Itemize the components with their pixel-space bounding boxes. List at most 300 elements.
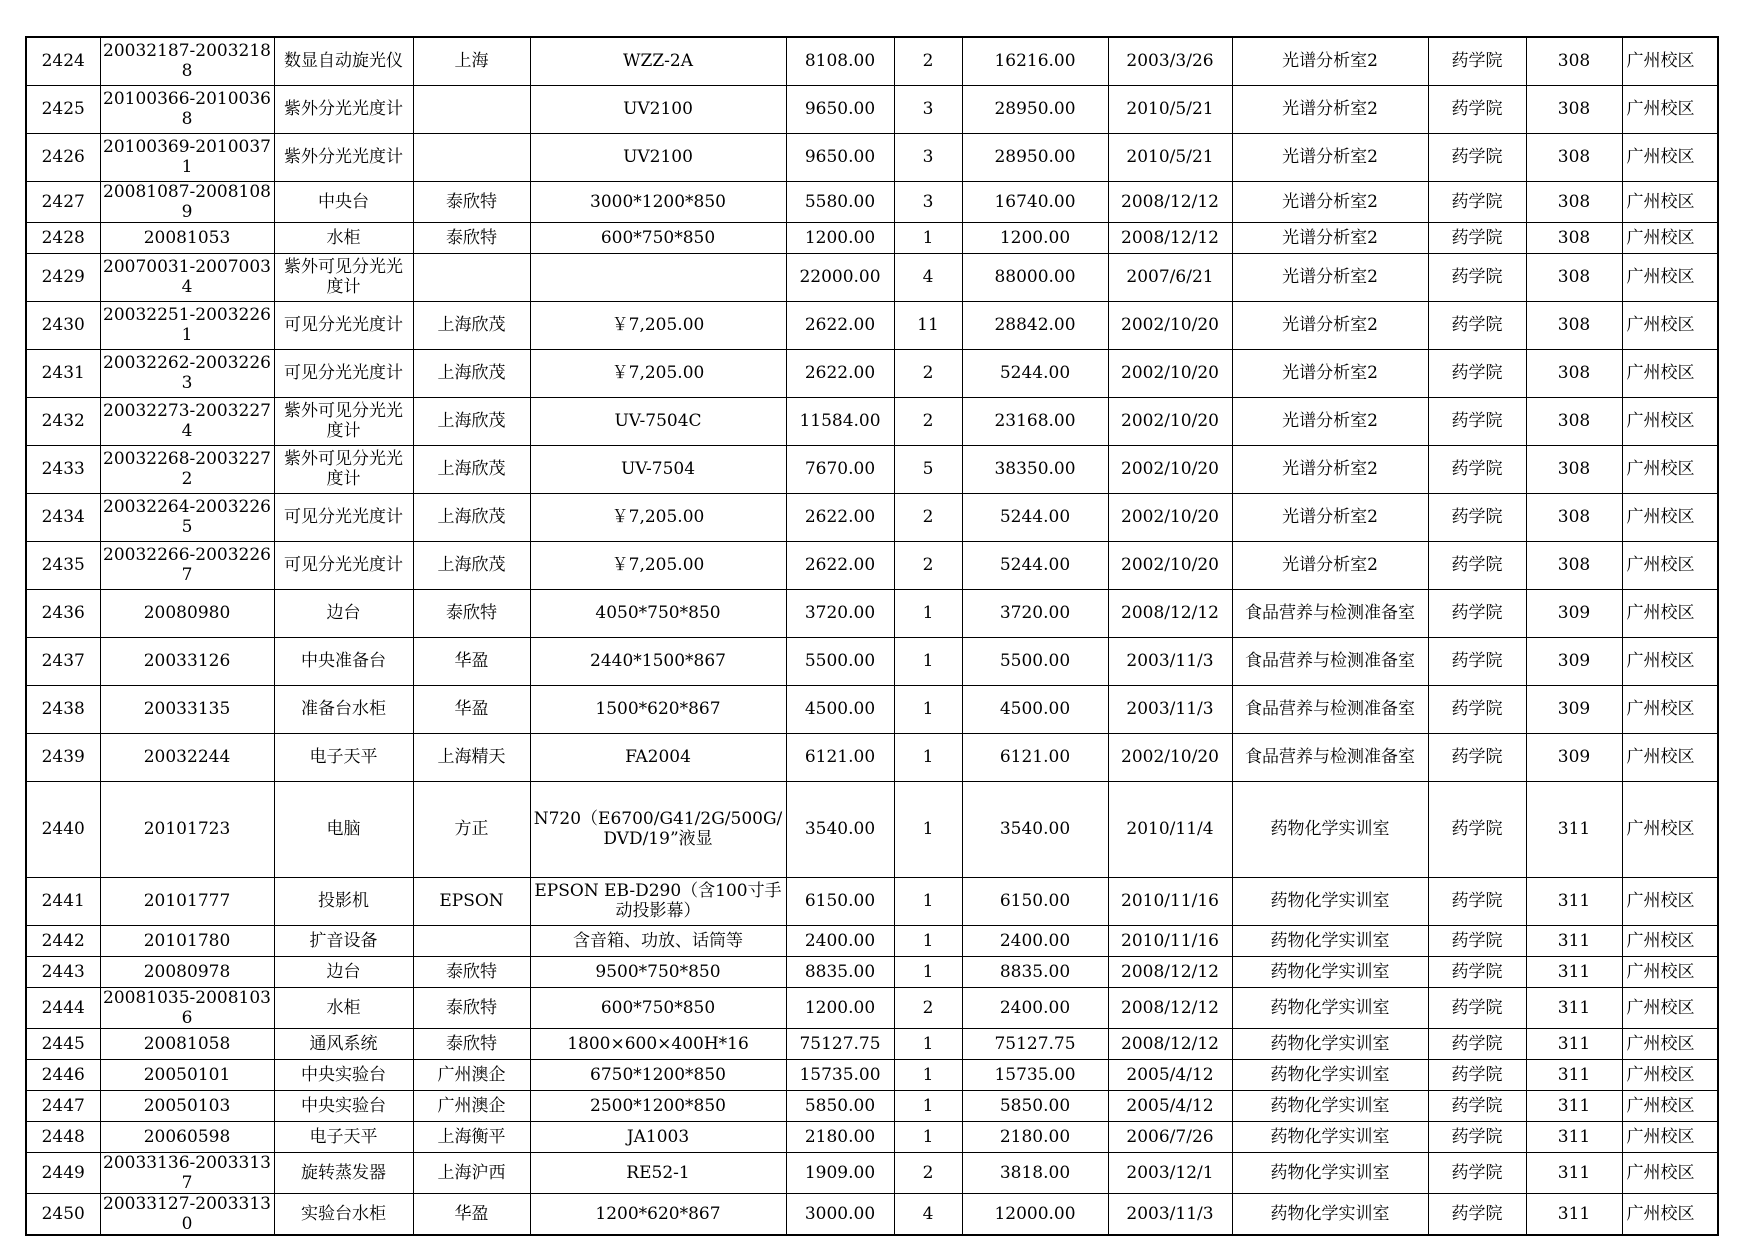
total-amount-cell: 5850.00	[962, 1090, 1108, 1121]
campus-cell: 广州校区	[1622, 1028, 1718, 1059]
unit-price-cell: 2622.00	[786, 349, 894, 397]
vendor-cell: 华盈	[413, 685, 530, 733]
item-name-cell: 紫外可见分光光度计	[274, 445, 413, 493]
unit-price-cell: 2622.00	[786, 301, 894, 349]
purchase-date-cell: 2007/6/21	[1108, 253, 1232, 301]
room-name-cell: 光谱分析室2	[1232, 133, 1428, 181]
purchase-date-cell: 2005/4/12	[1108, 1059, 1232, 1090]
department-cell: 药学院	[1428, 253, 1526, 301]
room-name-cell: 药物化学实训室	[1232, 1028, 1428, 1059]
campus-cell: 广州校区	[1622, 637, 1718, 685]
room-name-cell: 光谱分析室2	[1232, 301, 1428, 349]
asset-id-cell: 20080980	[100, 589, 274, 637]
row-number-cell: 2446	[26, 1059, 100, 1090]
vendor-cell	[413, 85, 530, 133]
vendor-cell: 泰欣特	[413, 956, 530, 987]
table-row	[26, 987, 1718, 1028]
total-amount-cell: 3818.00	[962, 1152, 1108, 1193]
table-row	[26, 637, 1718, 685]
row-number-cell: 2443	[26, 956, 100, 987]
department-cell: 药学院	[1428, 1152, 1526, 1193]
table-row	[26, 85, 1718, 133]
quantity-cell: 1	[894, 685, 962, 733]
model-spec-cell: 1800×600×400H*16	[530, 1028, 786, 1059]
model-spec-cell: 9500*750*850	[530, 956, 786, 987]
row-number-cell: 2444	[26, 987, 100, 1028]
department-cell: 药学院	[1428, 541, 1526, 589]
room-name-cell: 光谱分析室2	[1232, 541, 1428, 589]
unit-price-cell: 3540.00	[786, 781, 894, 877]
department-cell: 药学院	[1428, 956, 1526, 987]
campus-cell: 广州校区	[1622, 1193, 1718, 1235]
unit-price-cell: 2180.00	[786, 1121, 894, 1152]
model-spec-cell: N720（E6700/G41/2G/500G/DVD/19”液显	[530, 781, 786, 877]
department-cell: 药学院	[1428, 493, 1526, 541]
model-spec-cell: ￥7,205.00	[530, 301, 786, 349]
row-number-cell: 2426	[26, 133, 100, 181]
table-row	[26, 1090, 1718, 1121]
purchase-date-cell: 2002/10/20	[1108, 445, 1232, 493]
room-name-cell: 光谱分析室2	[1232, 397, 1428, 445]
vendor-cell: 上海精天	[413, 733, 530, 781]
model-spec-cell: 1500*620*867	[530, 685, 786, 733]
table-row	[26, 181, 1718, 222]
model-spec-cell: 6750*1200*850	[530, 1059, 786, 1090]
purchase-date-cell: 2005/4/12	[1108, 1090, 1232, 1121]
room-name-cell: 食品营养与检测准备室	[1232, 733, 1428, 781]
row-number-cell: 2449	[26, 1152, 100, 1193]
room-name-cell: 光谱分析室2	[1232, 349, 1428, 397]
total-amount-cell: 5244.00	[962, 349, 1108, 397]
room-number-cell: 309	[1526, 637, 1622, 685]
unit-price-cell: 1200.00	[786, 987, 894, 1028]
room-number-cell: 311	[1526, 987, 1622, 1028]
campus-cell: 广州校区	[1622, 781, 1718, 877]
row-number-cell: 2450	[26, 1193, 100, 1235]
asset-id-cell: 20100369-20100371	[100, 133, 274, 181]
purchase-date-cell: 2002/10/20	[1108, 733, 1232, 781]
row-number-cell: 2442	[26, 925, 100, 956]
quantity-cell: 11	[894, 301, 962, 349]
quantity-cell: 1	[894, 589, 962, 637]
vendor-cell: 上海欣茂	[413, 397, 530, 445]
item-name-cell: 扩音设备	[274, 925, 413, 956]
asset-id-cell: 20101777	[100, 877, 274, 925]
item-name-cell: 电子天平	[274, 733, 413, 781]
room-name-cell: 光谱分析室2	[1232, 37, 1428, 85]
item-name-cell: 中央实验台	[274, 1059, 413, 1090]
model-spec-cell: 含音箱、功放、话筒等	[530, 925, 786, 956]
total-amount-cell: 2400.00	[962, 925, 1108, 956]
item-name-cell: 准备台水柜	[274, 685, 413, 733]
room-number-cell: 311	[1526, 1193, 1622, 1235]
purchase-date-cell: 2002/10/20	[1108, 541, 1232, 589]
campus-cell: 广州校区	[1622, 1121, 1718, 1152]
vendor-cell: 泰欣特	[413, 589, 530, 637]
total-amount-cell: 16216.00	[962, 37, 1108, 85]
room-number-cell: 308	[1526, 37, 1622, 85]
item-name-cell: 旋转蒸发器	[274, 1152, 413, 1193]
total-amount-cell: 28842.00	[962, 301, 1108, 349]
row-number-cell: 2439	[26, 733, 100, 781]
unit-price-cell: 2622.00	[786, 541, 894, 589]
room-number-cell: 311	[1526, 1090, 1622, 1121]
purchase-date-cell: 2008/12/12	[1108, 956, 1232, 987]
department-cell: 药学院	[1428, 1059, 1526, 1090]
asset-id-cell: 20081035-20081036	[100, 987, 274, 1028]
total-amount-cell: 8835.00	[962, 956, 1108, 987]
purchase-date-cell: 2002/10/20	[1108, 349, 1232, 397]
campus-cell: 广州校区	[1622, 733, 1718, 781]
asset-id-cell: 20032264-20032265	[100, 493, 274, 541]
vendor-cell: EPSON	[413, 877, 530, 925]
quantity-cell: 1	[894, 637, 962, 685]
row-number-cell: 2447	[26, 1090, 100, 1121]
unit-price-cell: 5580.00	[786, 181, 894, 222]
department-cell: 药学院	[1428, 1090, 1526, 1121]
asset-id-cell: 20033126	[100, 637, 274, 685]
item-name-cell: 中央实验台	[274, 1090, 413, 1121]
model-spec-cell: 1200*620*867	[530, 1193, 786, 1235]
quantity-cell: 1	[894, 1028, 962, 1059]
quantity-cell: 2	[894, 349, 962, 397]
department-cell: 药学院	[1428, 181, 1526, 222]
unit-price-cell: 9650.00	[786, 85, 894, 133]
table-row	[26, 589, 1718, 637]
room-number-cell: 311	[1526, 1121, 1622, 1152]
campus-cell: 广州校区	[1622, 541, 1718, 589]
vendor-cell: 泰欣特	[413, 222, 530, 253]
room-name-cell: 食品营养与检测准备室	[1232, 589, 1428, 637]
purchase-date-cell: 2003/11/3	[1108, 685, 1232, 733]
room-number-cell: 308	[1526, 181, 1622, 222]
unit-price-cell: 4500.00	[786, 685, 894, 733]
purchase-date-cell: 2008/12/12	[1108, 1028, 1232, 1059]
campus-cell: 广州校区	[1622, 1059, 1718, 1090]
item-name-cell: 通风系统	[274, 1028, 413, 1059]
asset-id-cell: 20033135	[100, 685, 274, 733]
vendor-cell	[413, 253, 530, 301]
quantity-cell: 5	[894, 445, 962, 493]
room-number-cell: 308	[1526, 133, 1622, 181]
quantity-cell: 1	[894, 781, 962, 877]
department-cell: 药学院	[1428, 637, 1526, 685]
unit-price-cell: 9650.00	[786, 133, 894, 181]
row-number-cell: 2440	[26, 781, 100, 877]
table-row	[26, 1028, 1718, 1059]
asset-id-cell: 20033127-20033130	[100, 1193, 274, 1235]
campus-cell: 广州校区	[1622, 301, 1718, 349]
item-name-cell: 中央台	[274, 181, 413, 222]
department-cell: 药学院	[1428, 781, 1526, 877]
asset-id-cell: 20081053	[100, 222, 274, 253]
room-number-cell: 311	[1526, 877, 1622, 925]
department-cell: 药学院	[1428, 37, 1526, 85]
table-row	[26, 925, 1718, 956]
model-spec-cell: ￥7,205.00	[530, 541, 786, 589]
total-amount-cell: 6150.00	[962, 877, 1108, 925]
quantity-cell: 2	[894, 541, 962, 589]
vendor-cell	[413, 925, 530, 956]
quantity-cell: 1	[894, 1121, 962, 1152]
quantity-cell: 2	[894, 37, 962, 85]
unit-price-cell: 11584.00	[786, 397, 894, 445]
unit-price-cell: 15735.00	[786, 1059, 894, 1090]
room-number-cell: 308	[1526, 253, 1622, 301]
item-name-cell: 紫外分光光度计	[274, 85, 413, 133]
department-cell: 药学院	[1428, 133, 1526, 181]
quantity-cell: 2	[894, 493, 962, 541]
row-number-cell: 2424	[26, 37, 100, 85]
vendor-cell: 华盈	[413, 1193, 530, 1235]
room-number-cell: 308	[1526, 301, 1622, 349]
department-cell: 药学院	[1428, 445, 1526, 493]
purchase-date-cell: 2008/12/12	[1108, 987, 1232, 1028]
purchase-date-cell: 2008/12/12	[1108, 589, 1232, 637]
room-name-cell: 药物化学实训室	[1232, 781, 1428, 877]
department-cell: 药学院	[1428, 1121, 1526, 1152]
model-spec-cell: UV-7504	[530, 445, 786, 493]
room-name-cell: 药物化学实训室	[1232, 877, 1428, 925]
table-row	[26, 493, 1718, 541]
asset-id-cell: 20060598	[100, 1121, 274, 1152]
row-number-cell: 2436	[26, 589, 100, 637]
unit-price-cell: 6150.00	[786, 877, 894, 925]
table-row	[26, 222, 1718, 253]
room-number-cell: 311	[1526, 1152, 1622, 1193]
room-number-cell: 309	[1526, 733, 1622, 781]
row-number-cell: 2425	[26, 85, 100, 133]
model-spec-cell: 600*750*850	[530, 987, 786, 1028]
table-row	[26, 956, 1718, 987]
quantity-cell: 1	[894, 222, 962, 253]
total-amount-cell: 12000.00	[962, 1193, 1108, 1235]
model-spec-cell: 4050*750*850	[530, 589, 786, 637]
asset-id-cell: 20032244	[100, 733, 274, 781]
room-name-cell: 食品营养与检测准备室	[1232, 637, 1428, 685]
purchase-date-cell: 2003/3/26	[1108, 37, 1232, 85]
quantity-cell: 3	[894, 133, 962, 181]
department-cell: 药学院	[1428, 349, 1526, 397]
purchase-date-cell: 2003/12/1	[1108, 1152, 1232, 1193]
purchase-date-cell: 2002/10/20	[1108, 397, 1232, 445]
quantity-cell: 1	[894, 956, 962, 987]
department-cell: 药学院	[1428, 397, 1526, 445]
model-spec-cell: UV-7504C	[530, 397, 786, 445]
vendor-cell: 泰欣特	[413, 987, 530, 1028]
table-row	[26, 733, 1718, 781]
item-name-cell: 可见分光光度计	[274, 541, 413, 589]
department-cell: 药学院	[1428, 222, 1526, 253]
item-name-cell: 水柜	[274, 987, 413, 1028]
purchase-date-cell: 2010/5/21	[1108, 133, 1232, 181]
total-amount-cell: 23168.00	[962, 397, 1108, 445]
department-cell: 药学院	[1428, 1193, 1526, 1235]
item-name-cell: 可见分光光度计	[274, 301, 413, 349]
item-name-cell: 可见分光光度计	[274, 349, 413, 397]
vendor-cell: 上海欣茂	[413, 541, 530, 589]
unit-price-cell: 1909.00	[786, 1152, 894, 1193]
item-name-cell: 中央准备台	[274, 637, 413, 685]
department-cell: 药学院	[1428, 925, 1526, 956]
vendor-cell	[413, 133, 530, 181]
table-row	[26, 301, 1718, 349]
unit-price-cell: 8108.00	[786, 37, 894, 85]
quantity-cell: 2	[894, 1152, 962, 1193]
room-number-cell: 308	[1526, 349, 1622, 397]
room-name-cell: 光谱分析室2	[1232, 253, 1428, 301]
department-cell: 药学院	[1428, 85, 1526, 133]
campus-cell: 广州校区	[1622, 589, 1718, 637]
room-name-cell: 光谱分析室2	[1232, 493, 1428, 541]
vendor-cell: 广州澳企	[413, 1059, 530, 1090]
room-name-cell: 光谱分析室2	[1232, 222, 1428, 253]
item-name-cell: 水柜	[274, 222, 413, 253]
total-amount-cell: 5244.00	[962, 493, 1108, 541]
campus-cell: 广州校区	[1622, 253, 1718, 301]
room-number-cell: 308	[1526, 397, 1622, 445]
campus-cell: 广州校区	[1622, 493, 1718, 541]
model-spec-cell: RE52-1	[530, 1152, 786, 1193]
total-amount-cell: 5244.00	[962, 541, 1108, 589]
room-name-cell: 食品营养与检测准备室	[1232, 685, 1428, 733]
department-cell: 药学院	[1428, 1028, 1526, 1059]
table-row	[26, 445, 1718, 493]
room-name-cell: 光谱分析室2	[1232, 85, 1428, 133]
room-number-cell: 311	[1526, 1028, 1622, 1059]
row-number-cell: 2427	[26, 181, 100, 222]
asset-id-cell: 20032268-20032272	[100, 445, 274, 493]
quantity-cell: 1	[894, 877, 962, 925]
item-name-cell: 边台	[274, 956, 413, 987]
row-number-cell: 2428	[26, 222, 100, 253]
campus-cell: 广州校区	[1622, 349, 1718, 397]
item-name-cell: 紫外可见分光光度计	[274, 397, 413, 445]
table-body	[26, 37, 1718, 1235]
campus-cell: 广州校区	[1622, 956, 1718, 987]
item-name-cell: 紫外可见分光光度计	[274, 253, 413, 301]
quantity-cell: 3	[894, 181, 962, 222]
asset-id-cell: 20081058	[100, 1028, 274, 1059]
vendor-cell: 方正	[413, 781, 530, 877]
campus-cell: 广州校区	[1622, 877, 1718, 925]
model-spec-cell: EPSON EB-D290（含100寸手动投影幕）	[530, 877, 786, 925]
total-amount-cell: 3540.00	[962, 781, 1108, 877]
quantity-cell: 3	[894, 85, 962, 133]
vendor-cell: 泰欣特	[413, 1028, 530, 1059]
asset-id-cell: 20080978	[100, 956, 274, 987]
item-name-cell: 电子天平	[274, 1121, 413, 1152]
room-name-cell: 药物化学实训室	[1232, 1193, 1428, 1235]
row-number-cell: 2433	[26, 445, 100, 493]
total-amount-cell: 1200.00	[962, 222, 1108, 253]
purchase-date-cell: 2010/11/16	[1108, 877, 1232, 925]
unit-price-cell: 5850.00	[786, 1090, 894, 1121]
table-row	[26, 685, 1718, 733]
table-row	[26, 877, 1718, 925]
quantity-cell: 1	[894, 1090, 962, 1121]
room-number-cell: 308	[1526, 222, 1622, 253]
campus-cell: 广州校区	[1622, 222, 1718, 253]
row-number-cell: 2438	[26, 685, 100, 733]
asset-table	[25, 36, 1719, 1236]
table-row	[26, 133, 1718, 181]
department-cell: 药学院	[1428, 589, 1526, 637]
vendor-cell: 上海欣茂	[413, 493, 530, 541]
campus-cell: 广州校区	[1622, 397, 1718, 445]
model-spec-cell: 600*750*850	[530, 222, 786, 253]
campus-cell: 广州校区	[1622, 1090, 1718, 1121]
table-row	[26, 1152, 1718, 1193]
purchase-date-cell: 2002/10/20	[1108, 493, 1232, 541]
purchase-date-cell: 2006/7/26	[1108, 1121, 1232, 1152]
item-name-cell: 数显自动旋光仪	[274, 37, 413, 85]
total-amount-cell: 28950.00	[962, 133, 1108, 181]
vendor-cell: 华盈	[413, 637, 530, 685]
table-row	[26, 541, 1718, 589]
asset-id-cell: 20032273-20032274	[100, 397, 274, 445]
vendor-cell: 上海沪西	[413, 1152, 530, 1193]
room-number-cell: 308	[1526, 541, 1622, 589]
unit-price-cell: 8835.00	[786, 956, 894, 987]
model-spec-cell: 3000*1200*850	[530, 181, 786, 222]
department-cell: 药学院	[1428, 733, 1526, 781]
quantity-cell: 1	[894, 1059, 962, 1090]
purchase-date-cell: 2008/12/12	[1108, 222, 1232, 253]
vendor-cell: 上海欣茂	[413, 349, 530, 397]
asset-id-cell: 20050103	[100, 1090, 274, 1121]
room-name-cell: 药物化学实训室	[1232, 1090, 1428, 1121]
total-amount-cell: 88000.00	[962, 253, 1108, 301]
table-row	[26, 253, 1718, 301]
campus-cell: 广州校区	[1622, 181, 1718, 222]
asset-id-cell: 20032266-20032267	[100, 541, 274, 589]
vendor-cell: 广州澳企	[413, 1090, 530, 1121]
total-amount-cell: 28950.00	[962, 85, 1108, 133]
model-spec-cell: UV2100	[530, 133, 786, 181]
department-cell: 药学院	[1428, 877, 1526, 925]
table-row	[26, 397, 1718, 445]
total-amount-cell: 38350.00	[962, 445, 1108, 493]
quantity-cell: 1	[894, 733, 962, 781]
campus-cell: 广州校区	[1622, 133, 1718, 181]
asset-id-cell: 20070031-20070034	[100, 253, 274, 301]
unit-price-cell: 2400.00	[786, 925, 894, 956]
row-number-cell: 2445	[26, 1028, 100, 1059]
quantity-cell: 1	[894, 925, 962, 956]
item-name-cell: 可见分光光度计	[274, 493, 413, 541]
room-number-cell: 309	[1526, 685, 1622, 733]
total-amount-cell: 5500.00	[962, 637, 1108, 685]
model-spec-cell: ￥7,205.00	[530, 493, 786, 541]
campus-cell: 广州校区	[1622, 1152, 1718, 1193]
vendor-cell: 泰欣特	[413, 181, 530, 222]
asset-id-cell: 20100366-20100368	[100, 85, 274, 133]
room-number-cell: 311	[1526, 956, 1622, 987]
department-cell: 药学院	[1428, 685, 1526, 733]
table-row	[26, 781, 1718, 877]
row-number-cell: 2435	[26, 541, 100, 589]
row-number-cell: 2448	[26, 1121, 100, 1152]
campus-cell: 广州校区	[1622, 685, 1718, 733]
model-spec-cell: UV2100	[530, 85, 786, 133]
purchase-date-cell: 2010/11/4	[1108, 781, 1232, 877]
item-name-cell: 紫外分光光度计	[274, 133, 413, 181]
row-number-cell: 2434	[26, 493, 100, 541]
room-name-cell: 药物化学实训室	[1232, 1152, 1428, 1193]
purchase-date-cell: 2010/11/16	[1108, 925, 1232, 956]
department-cell: 药学院	[1428, 301, 1526, 349]
